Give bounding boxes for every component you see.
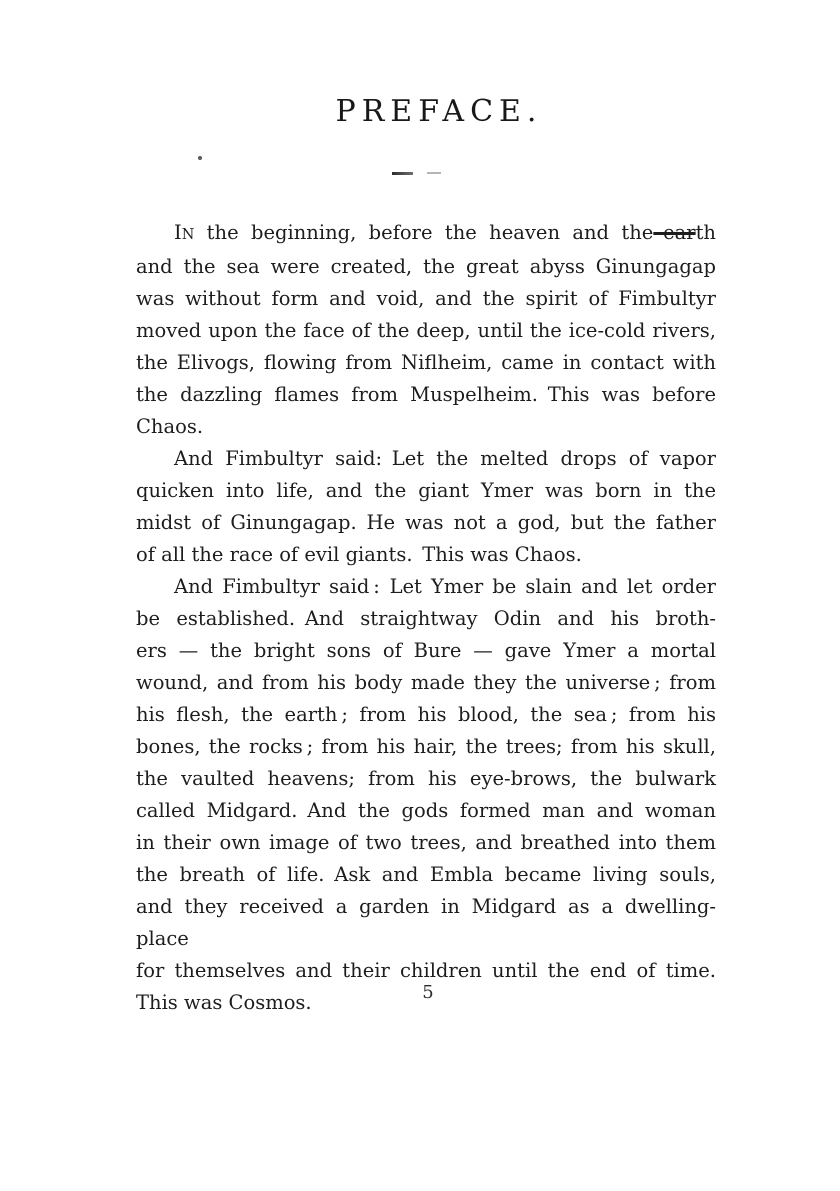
text-line: in their own image of two trees, and breathed into them (136, 831, 716, 854)
text-line: be established. And straightway Odin and his broth- (136, 607, 716, 630)
text-line: wound, and from his body made they the universe ; from (136, 671, 716, 694)
text-line: called Midgard. And the gods formed man and woman (136, 799, 716, 822)
ink-strike-text: –ear (653, 221, 696, 244)
text-line: his flesh, the earth ; from his blood, the sea ; from his (136, 703, 716, 726)
text-line: the vaulted heavens; from his eye-brows, the bulwark (136, 767, 716, 790)
text-line: the Elivogs, flowing from Niflheim, came in contact with (136, 351, 716, 374)
text-line: And Fimbultyr said : Let Ymer be slain and let order (174, 575, 716, 598)
text-line: the breath of life. Ask and Embla became living souls, (136, 863, 716, 886)
ornament-rule (392, 171, 441, 177)
page-title: PREFACE. (335, 94, 543, 129)
text-line: Chaos. (136, 415, 204, 438)
page-body (136, 217, 716, 1019)
text-line: and the sea were created, the great abyss Ginungagap (136, 255, 716, 278)
text-line: and they received a garden in Midgard as a dwelling-place (136, 895, 716, 950)
text-line: for themselves and their children until the end of time. (136, 959, 716, 982)
text-line: quicken into life, and the giant Ymer was born in the (136, 479, 716, 502)
text-line: moved upon the face of the deep, until the ice-cold rivers, (136, 319, 716, 342)
text-line: This was Cosmos. (136, 991, 312, 1014)
text-line (136, 217, 716, 251)
text-line: bones, the rocks ; from his hair, the trees; from his skull, (136, 735, 716, 758)
text-line: the dazzling flames from Muspelheim. This was before (136, 383, 716, 406)
paragraph (136, 443, 716, 571)
small-cap-text: N (181, 227, 195, 243)
ornament-dash-light (427, 172, 441, 174)
text-segment: th (695, 221, 716, 244)
ink-speck (198, 156, 202, 160)
text-line: was without form and void, and the spirit of Fimbultyr (136, 287, 716, 310)
text-line: of all the race of evil giants. This was Chaos. (136, 543, 582, 566)
text-segment: the beginning, before the heaven and the (194, 221, 654, 244)
text-line: And Fimbultyr said: Let the melted drops of vapor (174, 447, 716, 470)
page-number: 5 (422, 982, 434, 1003)
paragraph (136, 571, 716, 1019)
ornament-dash-dark (392, 172, 413, 175)
text-line: ers — the bright sons of Bure — gave Ymer a mortal (136, 639, 716, 662)
paragraph (136, 217, 716, 443)
text-segment: I (174, 221, 182, 244)
text-line: midst of Ginungagap. He was not a god, but the father (136, 511, 716, 534)
